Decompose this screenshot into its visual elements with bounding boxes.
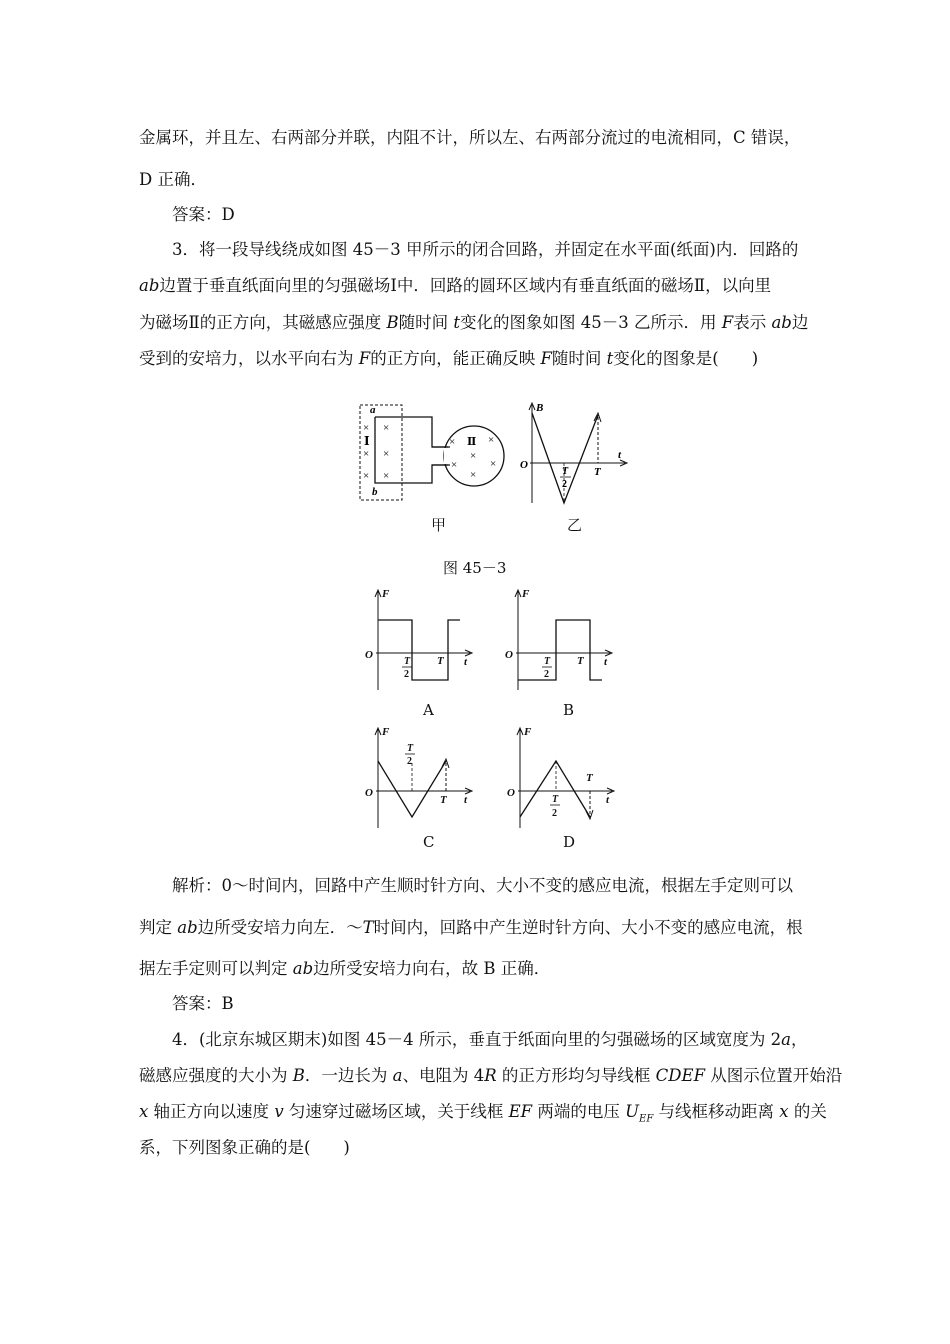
svg-text:2: 2	[404, 669, 409, 680]
svg-text:t: t	[464, 794, 468, 806]
svg-text:O: O	[507, 787, 515, 799]
svg-text:O: O	[365, 787, 373, 799]
option-C-graph	[375, 728, 472, 828]
svg-text:×: ×	[363, 422, 370, 434]
svg-text:2: 2	[407, 756, 412, 767]
option-D-graph	[517, 728, 614, 828]
svg-text:B: B	[536, 402, 544, 414]
svg-text:×: ×	[449, 436, 456, 448]
analysis-line-2: 判定 ab边所受安培力向左．～T时间内，回路中产生逆时针方向、大小不变的感应电流，根	[139, 918, 803, 937]
label-a: a	[370, 404, 376, 416]
svg-text:×: ×	[451, 459, 458, 471]
svg-text:×: ×	[490, 458, 497, 470]
answer-3: 答案：B	[172, 994, 234, 1013]
svg-text:F: F	[382, 726, 390, 738]
option-B-graph	[515, 590, 612, 690]
q3-line-3: 为磁场Ⅱ的正方向，其磁感应强度 B随时间 t变化的图象如图 45－3 乙所示．用 F表示 ab边	[139, 313, 809, 332]
analysis-line-1: 解析：0～时间内，回路中产生顺时针方向、大小不变的感应电流，根据左手定则可以	[172, 876, 793, 895]
q3-line-2: ab边置于垂直纸面向里的匀强磁场Ⅰ中．回路的圆环区域内有垂直纸面的磁场Ⅱ，以向里	[139, 276, 772, 295]
para-line-2: D 正确．	[139, 170, 207, 189]
option-B-label: B	[563, 701, 575, 719]
options-graphs	[360, 585, 620, 855]
svg-text:T: T	[404, 656, 411, 667]
label-b: b	[372, 486, 378, 498]
svg-text:×: ×	[470, 469, 477, 481]
svg-text:O: O	[365, 649, 373, 661]
q3-line-4: 受到的安培力，以水平向右为 F的正方向，能正确反映 F随时间 t变化的图象是( )	[139, 349, 759, 368]
svg-text:O: O	[505, 649, 513, 661]
option-D-label: D	[563, 833, 576, 851]
svg-text:t: t	[464, 656, 468, 668]
svg-text:T: T	[552, 794, 559, 805]
svg-text:×: ×	[363, 448, 370, 460]
option-A-label: A	[423, 701, 434, 719]
svg-text:F: F	[524, 726, 532, 738]
svg-text:T: T	[544, 656, 551, 667]
svg-text:t: t	[606, 794, 610, 806]
cross-marks	[363, 422, 496, 482]
B-t-graph	[529, 403, 627, 503]
svg-text:2: 2	[544, 669, 549, 680]
answer-2: 答案：D	[172, 205, 235, 224]
svg-text:F: F	[522, 588, 530, 600]
svg-text:×: ×	[383, 470, 390, 482]
svg-text:T: T	[562, 466, 569, 477]
region-II-label: Ⅱ	[467, 436, 477, 448]
caption-jia: 甲	[431, 516, 447, 534]
circuit-diagram	[360, 405, 504, 500]
q4-line-3: x 轴正方向以速度 v 匀速穿过磁场区域，关于线框 EF 两端的电压 $U_{EF}$ 与线框移动距离 x 的关	[139, 1102, 827, 1125]
analysis-line-3: 据左手定则可以判定 ab边所受安培力向右，故 B 正确．	[139, 959, 551, 978]
svg-text:2: 2	[552, 808, 557, 819]
q3-line-1: 3．将一段导线绕成如图 45－3 甲所示的闭合回路，并固定在水平面(纸面)内．回路的	[172, 240, 799, 259]
svg-text:F: F	[382, 588, 390, 600]
svg-text:×: ×	[470, 450, 477, 462]
svg-text:2: 2	[562, 479, 567, 490]
svg-text:T: T	[440, 794, 447, 806]
svg-text:×: ×	[488, 434, 495, 446]
q4-line-1: 4．(北京东城区期末)如图 45－4 所示，垂直于纸面向里的匀强磁场的区域宽度为 2a，	[172, 1030, 808, 1049]
figure-caption: 图 45－3	[443, 559, 507, 577]
caption-yi: 乙	[567, 516, 583, 534]
svg-text:t: t	[618, 449, 622, 461]
option-C-label: C	[423, 833, 435, 851]
option-A-graph	[375, 590, 472, 690]
svg-text:T: T	[437, 655, 444, 667]
svg-text:×: ×	[363, 470, 370, 482]
q4-line-4: 系，下列图象正确的是( )	[139, 1138, 350, 1157]
svg-text:×: ×	[383, 448, 390, 460]
svg-text:t: t	[604, 656, 608, 668]
svg-text:T: T	[594, 466, 601, 478]
svg-text:T: T	[586, 772, 593, 784]
svg-text:O: O	[520, 459, 528, 471]
para-line-1: 金属环，并且左、右两部分并联，内阻不计，所以左、右两部分流过的电流相同，C 错误，	[139, 128, 801, 147]
q4-line-2: 磁感应强度的大小为 B．一边长为 a、电阻为 4R 的正方形均匀导线框 CDEF 从图示位置开始沿	[139, 1066, 843, 1085]
region-I-label: Ⅰ	[364, 434, 370, 448]
figure-45-3	[350, 395, 630, 535]
svg-text:T: T	[407, 743, 414, 754]
svg-text:T: T	[577, 655, 584, 667]
svg-text:×: ×	[383, 422, 390, 434]
